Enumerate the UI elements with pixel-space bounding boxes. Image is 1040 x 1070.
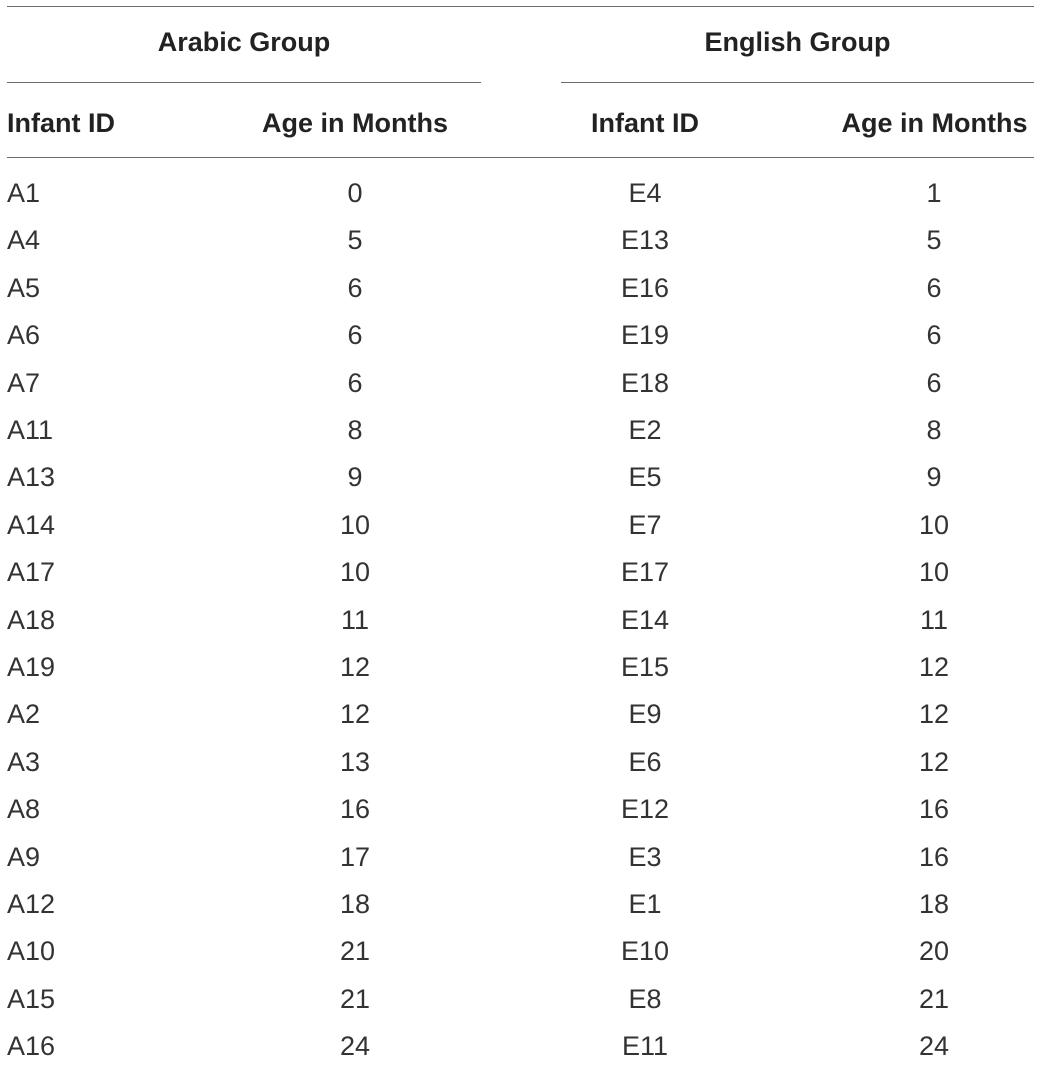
table-row [0, 360, 1040, 407]
english-infant-id-cell: E4 [628, 178, 662, 208]
table-row [0, 1023, 1040, 1070]
arabic-age-cell: 24 [339, 1031, 371, 1062]
arabic-infant-id-cell: A10 [7, 936, 56, 967]
arabic-infant-id-cell: A4 [7, 225, 41, 256]
english-infant-id-cell: E2 [628, 415, 662, 445]
english-group-title: English Group [704, 27, 891, 57]
table-row [0, 881, 1040, 928]
english-infant-id-cell: E8 [628, 983, 662, 1014]
english-age-cell: 6 [926, 320, 942, 351]
english-age-cell: 11 [919, 604, 949, 635]
english-infant-id-cell: E9 [628, 699, 662, 730]
table-row [0, 928, 1040, 975]
english-age-cell: 9 [926, 462, 942, 493]
arabic-age-cell: 16 [339, 794, 371, 825]
arabic-age-cell: 10 [339, 509, 371, 540]
arabic-infant-id-cell: A6 [7, 320, 41, 351]
table-row [0, 407, 1040, 454]
table-row [0, 597, 1040, 644]
header-bottom-rule [7, 157, 1034, 158]
english-age-cell: 12 [918, 652, 950, 682]
english-infant-id-cell: E13 [620, 225, 670, 256]
arabic-infant-id-cell: A16 [7, 1031, 56, 1062]
english-age-cell: 10 [918, 557, 950, 588]
english-age-cell: 6 [926, 272, 942, 303]
table-top-rule [7, 6, 1034, 7]
arabic-infant-id-cell: A19 [7, 652, 56, 682]
arabic-age-cell: 21 [339, 983, 371, 1014]
arabic-age-cell: 6 [347, 320, 363, 351]
table-row [0, 739, 1040, 786]
english-age-cell: 10 [918, 509, 950, 540]
arabic-age-cell: 13 [339, 746, 371, 777]
arabic-infant-id-header: Infant ID [7, 108, 115, 138]
english-infant-id-cell: E17 [620, 557, 670, 588]
english-age-cell: 16 [918, 841, 950, 872]
arabic-infant-id-cell: A12 [7, 889, 56, 919]
arabic-infant-id-cell: A17 [7, 557, 56, 588]
english-infant-id-cell: E5 [628, 462, 662, 493]
table-row [0, 312, 1040, 359]
arabic-infant-id-cell: A3 [7, 746, 41, 777]
table-row [0, 834, 1040, 881]
arabic-infant-id-cell: A14 [7, 509, 56, 540]
english-infant-id-header: Infant ID [591, 108, 699, 138]
english-infant-id-cell: E6 [628, 746, 662, 777]
arabic-age-cell: 6 [347, 367, 363, 398]
table-row [0, 217, 1040, 264]
english-age-cell: 24 [918, 1031, 950, 1062]
arabic-age-cell: 21 [339, 936, 371, 967]
table-row [0, 170, 1040, 217]
arabic-age-cell: 12 [339, 652, 371, 682]
arabic-age-cell: 9 [347, 462, 363, 493]
table-row [0, 454, 1040, 501]
arabic-age-cell: 10 [339, 557, 371, 588]
arabic-infant-id-cell: A15 [7, 983, 56, 1014]
english-infant-id-cell: E1 [628, 889, 662, 919]
arabic-infant-id-cell: A7 [7, 367, 41, 398]
english-infant-id-cell: E11 [621, 1031, 669, 1062]
table-row [0, 502, 1040, 549]
english-age-cell: 18 [918, 889, 950, 919]
arabic-age-cell: 12 [339, 699, 371, 730]
table-row [0, 265, 1040, 312]
table-row [0, 644, 1040, 691]
table-row [0, 549, 1040, 596]
english-infant-id-cell: E18 [620, 367, 670, 398]
arabic-infant-id-cell: A11 [7, 415, 54, 445]
arabic-infant-id-cell: A5 [7, 272, 41, 303]
arabic-age-cell: 5 [347, 225, 363, 256]
english-age-cell: 1 [926, 178, 942, 208]
arabic-age-header: Age in Months [262, 108, 448, 138]
arabic-infant-id-cell: A9 [7, 841, 41, 872]
english-infant-id-cell: E19 [620, 320, 670, 351]
english-infant-id-cell: E10 [620, 936, 670, 967]
arabic-infant-id-cell: A2 [7, 699, 41, 730]
arabic-group-title: Arabic Group [157, 27, 331, 57]
english-infant-id-cell: E12 [620, 794, 670, 825]
english-infant-id-cell: E7 [628, 509, 662, 540]
arabic-age-cell: 6 [347, 272, 363, 303]
arabic-infant-id-cell: A13 [7, 462, 56, 493]
english-age-cell: 16 [918, 794, 950, 825]
arabic-age-cell: 18 [339, 889, 371, 919]
table-row [0, 691, 1040, 738]
english-infant-id-cell: E16 [620, 272, 670, 303]
arabic-age-cell: 11 [340, 604, 370, 635]
english-age-header: Age in Months [841, 108, 1028, 138]
english-age-cell: 12 [918, 699, 950, 730]
english-age-cell: 20 [918, 936, 950, 967]
arabic-infant-id-cell: A1 [7, 178, 41, 208]
table-row [0, 786, 1040, 833]
arabic-age-cell: 8 [347, 415, 363, 445]
arabic-infant-id-cell: A8 [7, 794, 41, 825]
arabic-group-rule [7, 82, 481, 83]
arabic-age-cell: 17 [339, 841, 371, 872]
english-infant-id-cell: E3 [628, 841, 662, 872]
english-age-cell: 6 [926, 367, 942, 398]
english-infant-id-cell: E15 [620, 652, 670, 682]
english-age-cell: 21 [918, 983, 950, 1014]
english-age-cell: 5 [926, 225, 942, 256]
english-group-rule [561, 82, 1034, 83]
english-infant-id-cell: E14 [620, 604, 670, 635]
english-age-cell: 12 [918, 746, 950, 777]
table-row [0, 976, 1040, 1023]
arabic-infant-id-cell: A18 [7, 604, 56, 635]
arabic-age-cell: 0 [347, 178, 363, 208]
english-age-cell: 8 [926, 415, 942, 445]
